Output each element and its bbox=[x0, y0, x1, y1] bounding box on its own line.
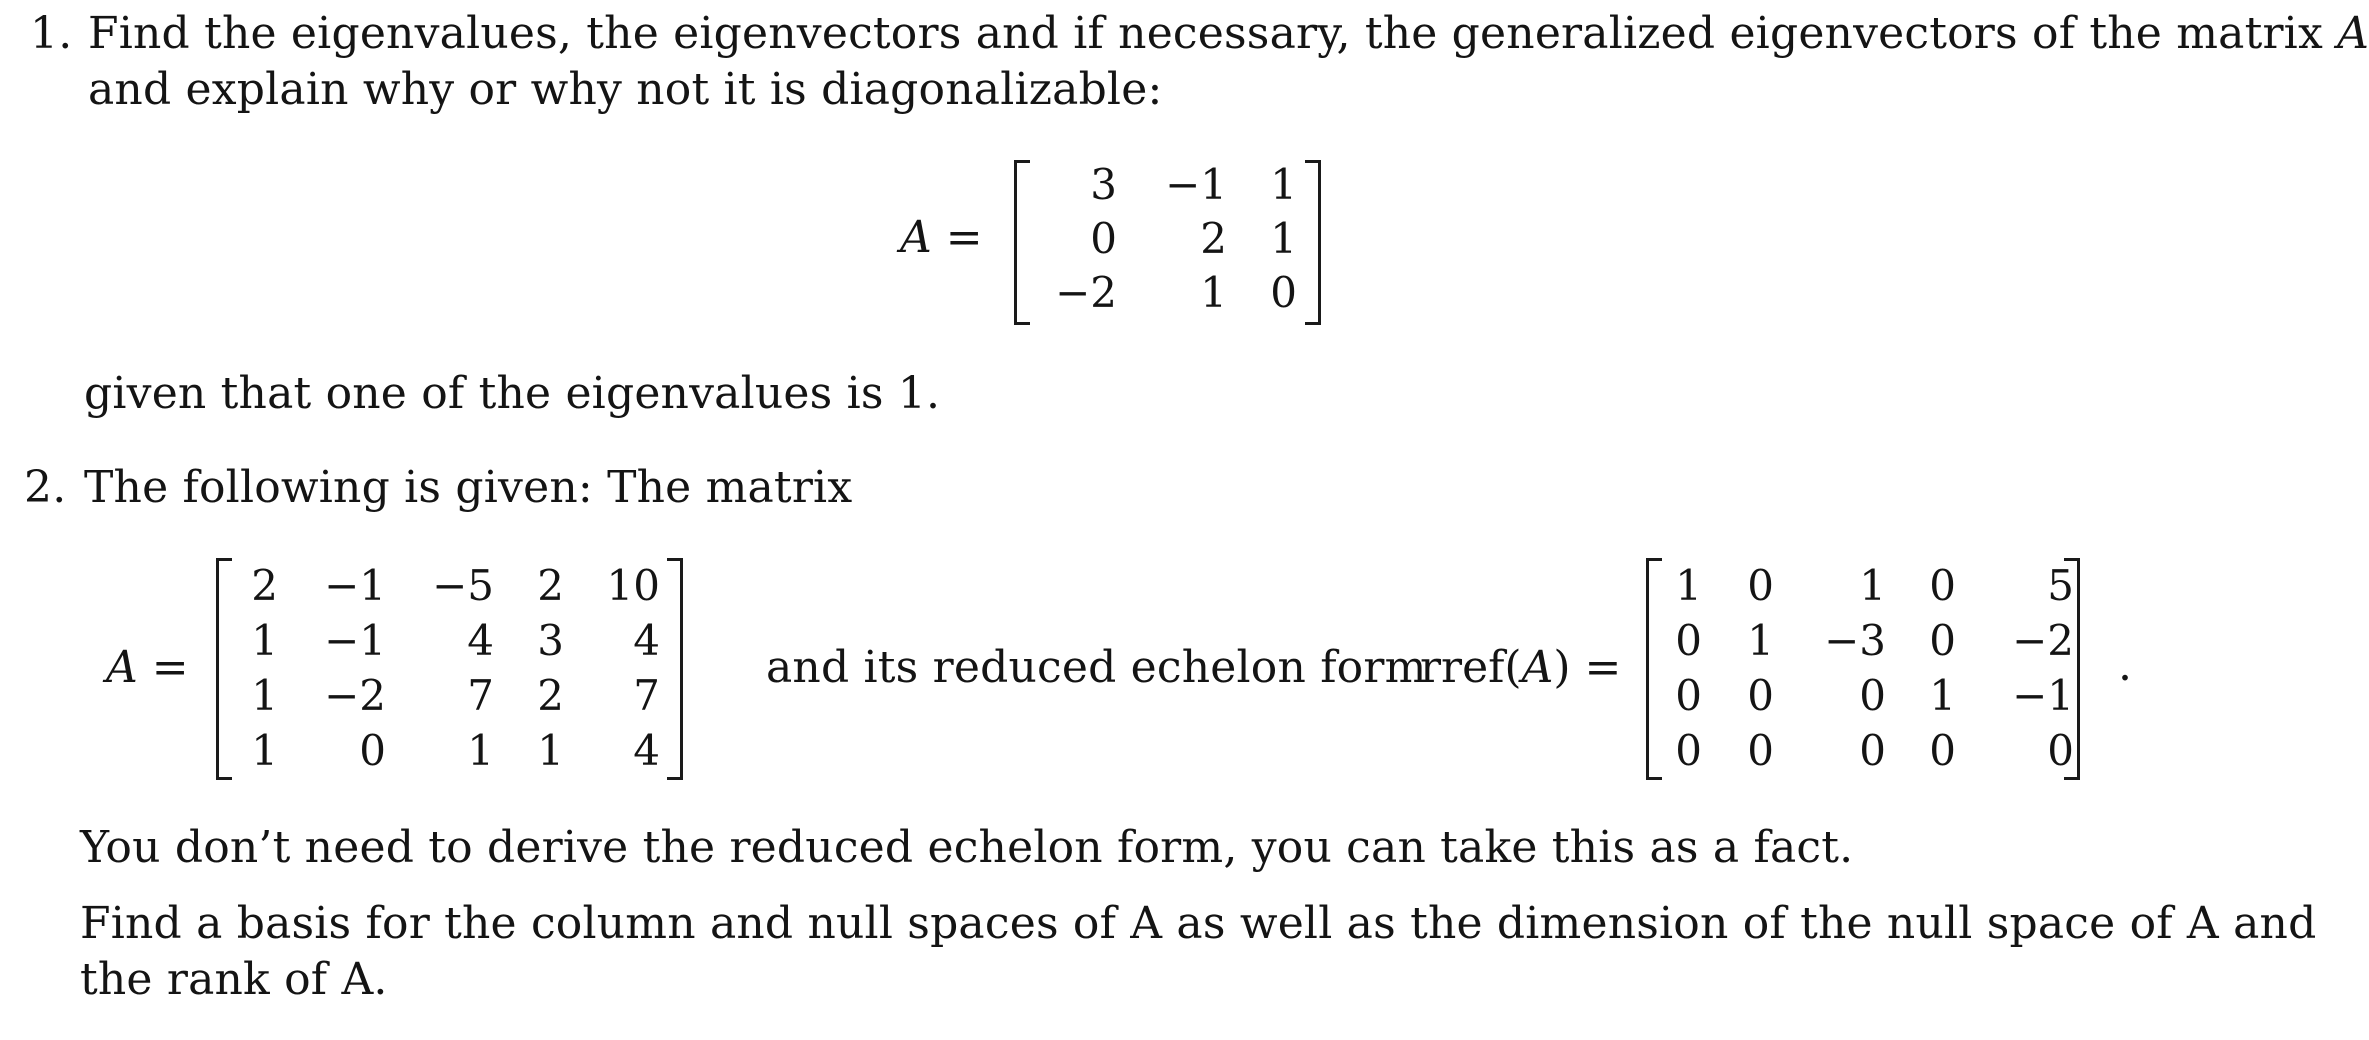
rref-matrix-cell-r2-c2: 1 bbox=[1747, 616, 1774, 665]
problem-2-matrix-cell-r3-c3: 7 bbox=[467, 671, 494, 720]
problem-1-matrix-cell-r1-c1: 3 bbox=[1090, 160, 1117, 209]
rref-matrix-left-bracket bbox=[1646, 558, 1662, 780]
problem-2-matrix-cell-r3-c5: 7 bbox=[633, 671, 660, 720]
rref-matrix-cell-r3-c3: 0 bbox=[1859, 671, 1886, 720]
problem-1-matrix-cell-r3-c1: −2 bbox=[1055, 268, 1117, 317]
problem-2-matrix-cell-r2-c4: 3 bbox=[537, 616, 564, 665]
rref-matrix-cell-r1-c3: 1 bbox=[1859, 561, 1886, 610]
problem-1-matrix-cell-r3-c3: 0 bbox=[1270, 268, 1297, 317]
matrix-variable-a: A bbox=[2337, 8, 2369, 59]
problem-2-matrix-cell-r4-c2: 0 bbox=[359, 726, 386, 775]
problem-2-intro: The following is given: The matrix bbox=[84, 462, 853, 513]
problem-2-matrix-cell-r3-c2: −2 bbox=[324, 671, 386, 720]
problem-2-matrix-cell-r2-c2: −1 bbox=[324, 616, 386, 665]
problem-1-line-1 bbox=[88, 6, 2369, 62]
rref-matrix-cell-r1-c1: 1 bbox=[1675, 561, 1702, 610]
problem-1-matrix-cell-r1-c2: −1 bbox=[1165, 160, 1227, 209]
problem-1-matrix-left-bracket bbox=[1014, 160, 1030, 325]
problem-2-matrix-cell-r4-c4: 1 bbox=[537, 726, 564, 775]
problem-2-matrix-right-bracket bbox=[667, 558, 683, 780]
rref-matrix-right-bracket bbox=[2064, 558, 2080, 780]
rref-matrix-cell-r3-c5: −1 bbox=[2012, 671, 2074, 720]
rref-matrix-cell-r4-c1: 0 bbox=[1675, 726, 1702, 775]
problem-2-matrix-cell-r1-c5: 10 bbox=[606, 561, 660, 610]
problem-2-matrix-cell-r2-c5: 4 bbox=[633, 616, 660, 665]
problem-2-matrix-cell-r4-c3: 1 bbox=[467, 726, 494, 775]
problem-2-matrix-cell-r1-c4: 2 bbox=[537, 561, 564, 610]
problem-1-line-2: and explain why or why not it is diagonalizable: bbox=[88, 64, 1163, 115]
problem-2-matrix bbox=[236, 558, 660, 778]
rref-matrix-cell-r2-c3: −3 bbox=[1824, 616, 1886, 665]
problem-2-middle-text: and its reduced echelon form bbox=[766, 642, 1427, 693]
rref-matrix-cell-r4-c2: 0 bbox=[1747, 726, 1774, 775]
rref-matrix-cell-r4-c5: 0 bbox=[2047, 726, 2074, 775]
rref-matrix-cell-r1-c2: 0 bbox=[1747, 561, 1774, 610]
problem-2-task-line-2: the rank of A. bbox=[80, 954, 388, 1005]
rref-matrix-cell-r4-c4: 0 bbox=[1929, 726, 1956, 775]
problem-1-matrix-cell-r3-c2: 1 bbox=[1200, 268, 1227, 317]
rref-matrix-cell-r2-c5: −2 bbox=[2012, 616, 2074, 665]
problem-2-matrix-cell-r4-c5: 4 bbox=[633, 726, 660, 775]
rref-matrix-cell-r3-c1: 0 bbox=[1675, 671, 1702, 720]
rref-matrix-cell-r3-c2: 0 bbox=[1747, 671, 1774, 720]
problem-2-matrix-cell-r3-c1: 1 bbox=[251, 671, 278, 720]
problem-1-given: given that one of the eigenvalues is 1. bbox=[84, 368, 941, 419]
rref-end-period: . bbox=[2118, 640, 2132, 691]
problem-1-line-1-text: Find the eigenvalues, the eigenvectors and if necessary, the generalized eigenvectors of the matrix bbox=[88, 8, 2323, 59]
problem-1-matrix-cell-r2-c2: 2 bbox=[1200, 214, 1227, 263]
problem-2-matrix-left-bracket bbox=[216, 558, 232, 780]
problem-1-matrix-cell-r2-c1: 0 bbox=[1090, 214, 1117, 263]
rref-matrix-cell-r2-c1: 0 bbox=[1675, 616, 1702, 665]
problem-2-matrix-cell-r1-c1: 2 bbox=[251, 561, 278, 610]
problem-2-matrix-cell-r2-c3: 4 bbox=[467, 616, 494, 665]
problem-1-matrix-cell-r2-c3: 1 bbox=[1270, 214, 1297, 263]
problem-2-task-line-1: Find a basis for the column and null spaces of A as well as the dimension of the null space of A and bbox=[80, 898, 2317, 949]
problem-1-matrix-label: A = bbox=[900, 212, 983, 263]
problem-1-matrix bbox=[1042, 158, 1297, 320]
problem-2-matrix-label: A = bbox=[106, 642, 189, 693]
rref-matrix-cell-r1-c4: 0 bbox=[1929, 561, 1956, 610]
rref-matrix-cell-r3-c4: 1 bbox=[1929, 671, 1956, 720]
problem-2-number: 2. bbox=[24, 462, 67, 513]
rref-matrix bbox=[1666, 558, 2074, 778]
problem-2-matrix-cell-r4-c1: 1 bbox=[251, 726, 278, 775]
rref-matrix-cell-r1-c5: 5 bbox=[2047, 561, 2074, 610]
problem-2-matrix-cell-r2-c1: 1 bbox=[251, 616, 278, 665]
problem-1-number: 1. bbox=[30, 8, 73, 59]
problem-1-matrix-cell-r1-c3: 1 bbox=[1270, 160, 1297, 209]
problem-2-matrix-cell-r1-c3: −5 bbox=[432, 561, 494, 610]
problem-2-matrix-cell-r1-c2: −1 bbox=[324, 561, 386, 610]
problem-2-matrix-cell-r3-c4: 2 bbox=[537, 671, 564, 720]
problem-2-note: You don’t need to derive the reduced echelon form, you can take this as a fact. bbox=[80, 822, 1854, 873]
problem-1-matrix-right-bracket bbox=[1305, 160, 1321, 325]
rref-matrix-cell-r4-c3: 0 bbox=[1859, 726, 1886, 775]
rref-matrix-cell-r2-c4: 0 bbox=[1929, 616, 1956, 665]
rref-label: rref(A) = bbox=[1420, 642, 1622, 693]
